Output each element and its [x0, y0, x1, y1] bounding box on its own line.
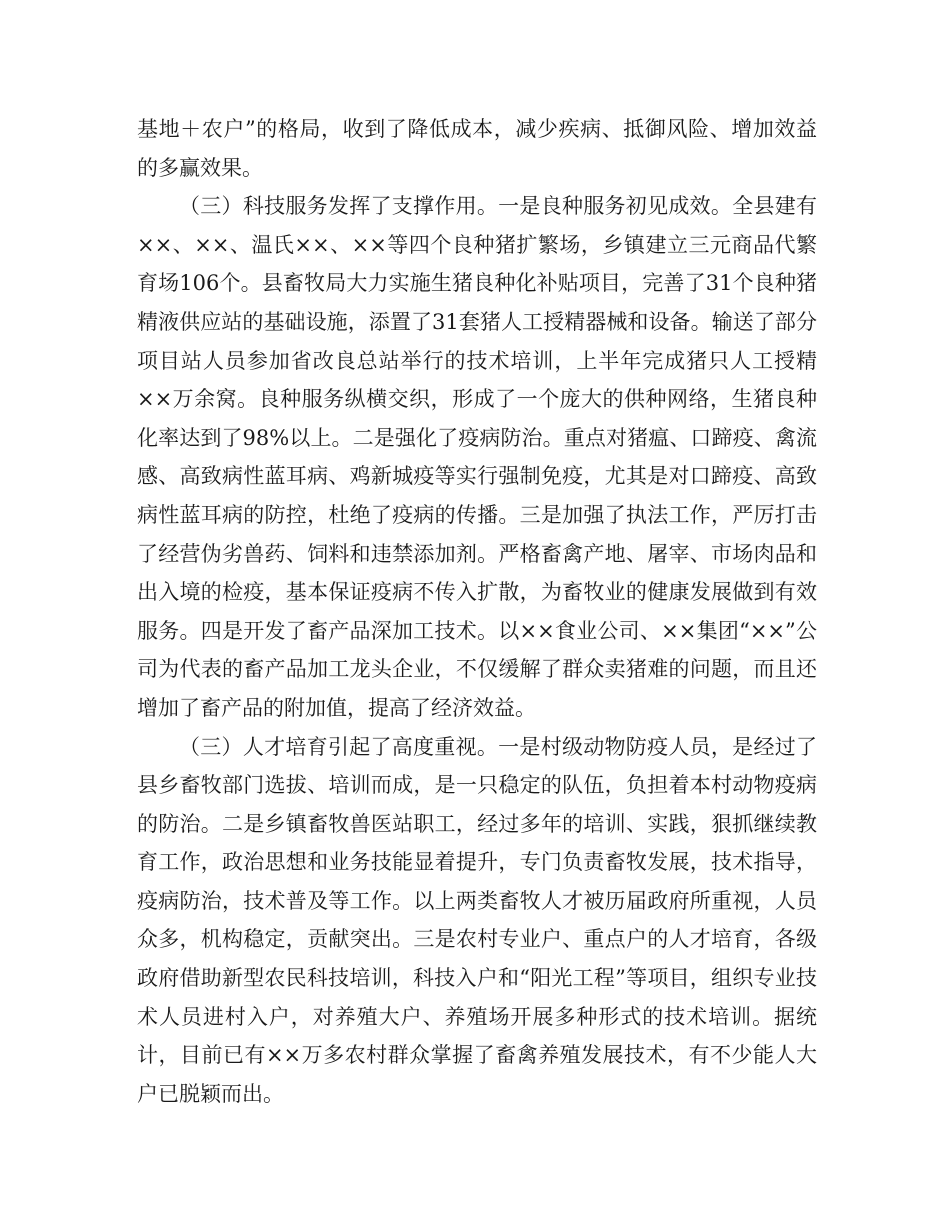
document-body [137, 110, 817, 1113]
paragraph-tech-services: （三）科技服务发挥了支撑作用。一是良种服务初见成效。全县建有××、××、温氏××、××等四个良种猪扩繁场，乡镇建立三元商品代繁育场106个。县畜牧局大力实施生猪良种化补贴项目，完善了31个良种猪精液供应站的基础设施，添置了31套猪人工授精器械和设备。输送了部分项目站人员参加省改良总站举行的技术培训，上半年完成猪只人工授精××万余窝。良种服务纵横交织，形成了一个庞大的供种网络，生猪良种化率达到了98%以上。二是强化了疫病防治。重点对猪瘟、口蹄疫、禽流感、高致病性蓝耳病、鸡新城疫等实行强制免疫，尤其是对口蹄疫、高致病性蓝耳病的防控，杜绝了疫病的传播。三是加强了执法工作，严厉打击了经营伪劣兽药、饲料和违禁添加剂。严格畜禽产地、屠宰、市场肉品和出入境的检疫，基本保证疫病不传入扩散，为畜牧业的健康发展做到有效服务。四是开发了畜产品深加工技术。以××食业公司、××集团“××”公司为代表的畜产品加工龙头企业，不仅缓解了群众卖猪难的问题，而且还增加了畜产品的附加值，提高了经济效益。 [137, 194, 817, 720]
paragraph-talent-cultivation: （三）人才培育引起了高度重视。一是村级动物防疫人员，是经过了县乡畜牧部门选拔、培训而成，是一只稳定的队伍，负担着本村动物疫病的防治。二是乡镇畜牧兽医站职工，经过多年的培训、实践，狠抓继续教育工作，政治思想和业务技能显着提升，专门负责畜牧发展，技术指导，疫病防治，技术普及等工作。以上两类畜牧人才被历届政府所重视，人员众多，机构稳定，贡献突出。三是农村专业户、重点户的人才培育，各级政府借助新型农民科技培训，科技入户和“阳光工程”等项目，组织专业技术人员进村入户，对养殖大户、养殖场开展多种形式的技术培训。据统计，目前已有××万多农村群众掌握了畜禽养殖发展技术，有不少能人大户已脱颖而出。 [137, 734, 817, 1106]
paragraph-continuation: 基地＋农户”的格局，收到了降低成本，减少疾病、抵御风险、增加效益的多赢效果。 [137, 117, 817, 180]
